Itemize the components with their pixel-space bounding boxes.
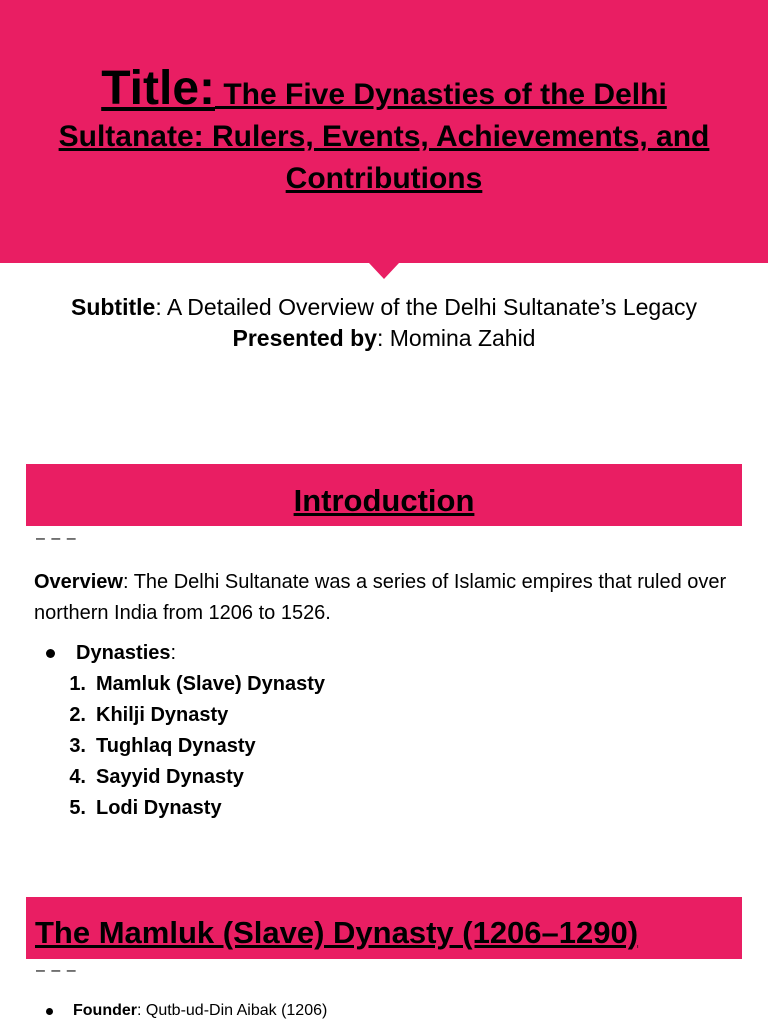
dynasty-numbered-list: [44, 669, 724, 824]
section-divider: – – –: [36, 530, 77, 547]
list-item: [44, 762, 724, 793]
dynasties-label: Dynasties: [76, 642, 171, 664]
presenter-line: [40, 323, 728, 354]
overview-text: : The Delhi Sultanate was a series of Islamic empires that ruled over northern India from 1206 to 1526.: [34, 571, 727, 624]
list-item: [44, 700, 724, 731]
list-number: 5.: [69, 797, 86, 819]
introduction-heading: Introduction: [293, 483, 475, 518]
presenter-label: Presented by: [232, 325, 377, 351]
founder-label: Founder: [73, 1002, 137, 1019]
section-divider: – – –: [36, 962, 77, 979]
title-main-text: The Five Dynasties of the Delhi Sultanate: Rulers, Events, Achievements, and Contributions: [58, 78, 710, 195]
overview-paragraph: [34, 567, 734, 629]
dynasty-name: Sayyid Dynasty: [96, 766, 244, 788]
introduction-header-bar: [26, 464, 742, 526]
list-number: 2.: [69, 704, 86, 726]
list-item: [44, 669, 724, 700]
founder-bullet: [44, 1000, 327, 1022]
subtitle-text: : A Detailed Overview of the Delhi Sultanate’s Legacy: [155, 294, 697, 320]
dynasties-bullet: [44, 638, 724, 669]
mamluk-header-bar: [26, 897, 742, 959]
subtitle-line: [40, 292, 728, 323]
dynasty-name: Khilji Dynasty: [96, 704, 229, 726]
list-item: [44, 793, 724, 824]
dynasty-name: Lodi Dynasty: [96, 797, 222, 819]
dynasties-colon: :: [170, 642, 177, 664]
presenter-name: : Momina Zahid: [376, 325, 536, 351]
list-number: 1.: [69, 673, 86, 695]
list-number: 3.: [69, 735, 86, 757]
founder-text: : Qutb-ud-Din Aibak (1206): [137, 1002, 328, 1019]
subtitle-label: Subtitle: [70, 294, 156, 320]
title-label: Title:: [101, 62, 215, 115]
dynasties-list: [44, 638, 724, 824]
mamluk-heading: The Mamluk (Slave) Dynasty (1206–1290): [35, 915, 639, 950]
banner-pointer: [369, 263, 399, 279]
overview-label: Overview: [34, 571, 123, 593]
title-banner: [0, 0, 768, 263]
bullet-icon: [46, 1008, 53, 1015]
bullet-icon: [46, 649, 55, 658]
dynasty-name: Mamluk (Slave) Dynasty: [96, 673, 325, 695]
dynasty-name: Tughlaq Dynasty: [96, 735, 256, 757]
document-title: [40, 62, 728, 199]
list-number: 4.: [69, 766, 86, 788]
subtitle-block: [40, 292, 728, 354]
list-item: [44, 731, 724, 762]
